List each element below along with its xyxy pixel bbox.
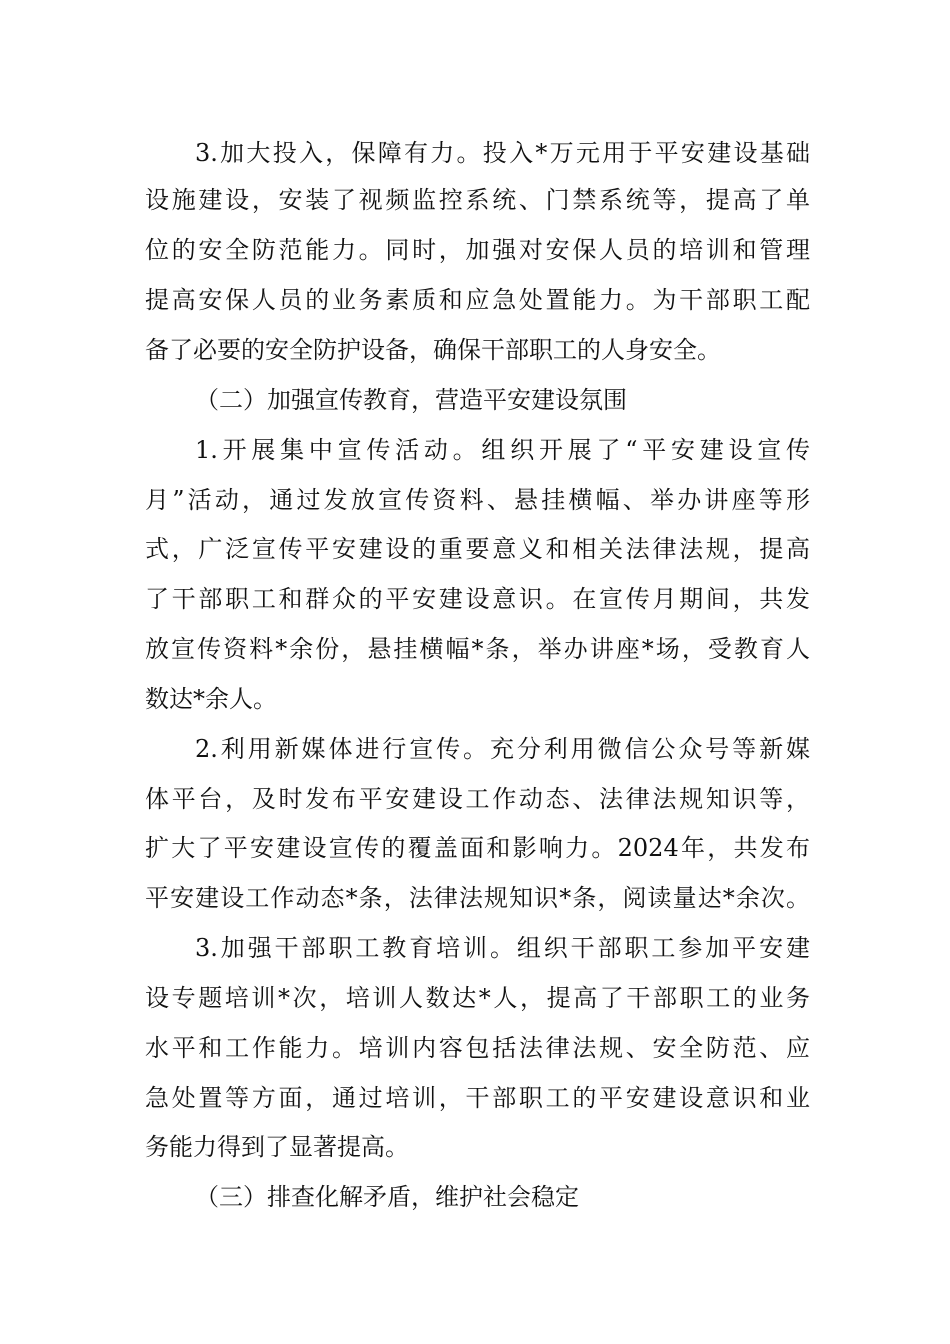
paragraph-line: 月”活动，通过发放宣传资料、悬挂横幅、举办讲座等形	[145, 486, 810, 514]
paragraph-line: 扩大了平安建设宣传的覆盖面和影响力。2024年，共发布	[145, 834, 810, 862]
paragraph-line: 3.加大投入，保障有力。投入*万元用于平安建设基础	[195, 139, 810, 167]
paragraph-line: 1.开展集中宣传活动。组织开展了“平安建设宣传	[195, 436, 810, 464]
paragraph-line: 位的安全防范能力。同时，加强对安保人员的培训和管理	[145, 236, 810, 264]
paragraph-line: 放宣传资料*余份，悬挂横幅*条，举办讲座*场，受教育人	[145, 635, 810, 663]
paragraph-line: 2.利用新媒体进行宣传。充分利用微信公众号等新媒	[195, 735, 810, 763]
paragraph-line: 急处置等方面，通过培训，干部职工的平安建设意识和业	[145, 1084, 810, 1112]
paragraph-line: 务能力得到了显著提高。	[145, 1133, 409, 1161]
section-heading: （二）加强宣传教育，营造平安建设氛围	[195, 386, 627, 414]
paragraph-line: 提高安保人员的业务素质和应急处置能力。为干部职工配	[145, 286, 810, 314]
section-heading: （三）排查化解矛盾，维护社会稳定	[195, 1183, 579, 1211]
paragraph-line: 备了必要的安全防护设备，确保干部职工的人身安全。	[145, 336, 721, 364]
paragraph-line: 水平和工作能力。培训内容包括法律法规、安全防范、应	[145, 1034, 810, 1062]
paragraph-line: 体平台，及时发布平安建设工作动态、法律法规知识等，	[145, 785, 810, 813]
paragraph-line: 平安建设工作动态*条，法律法规知识*条，阅读量达*余次。	[145, 884, 810, 912]
paragraph-line: 式，广泛宣传平安建设的重要意义和相关法律法规，提高	[145, 535, 810, 563]
paragraph-line: 数达*余人。	[145, 685, 277, 713]
paragraph-line: 设施建设，安装了视频监控系统、门禁系统等，提高了单	[145, 186, 810, 214]
paragraph-line: 设专题培训*次，培训人数达*人，提高了干部职工的业务	[145, 984, 810, 1012]
paragraph-line: 了干部职工和群众的平安建设意识。在宣传月期间，共发	[145, 585, 810, 613]
paragraph-line: 3.加强干部职工教育培训。组织干部职工参加平安建	[195, 934, 810, 962]
